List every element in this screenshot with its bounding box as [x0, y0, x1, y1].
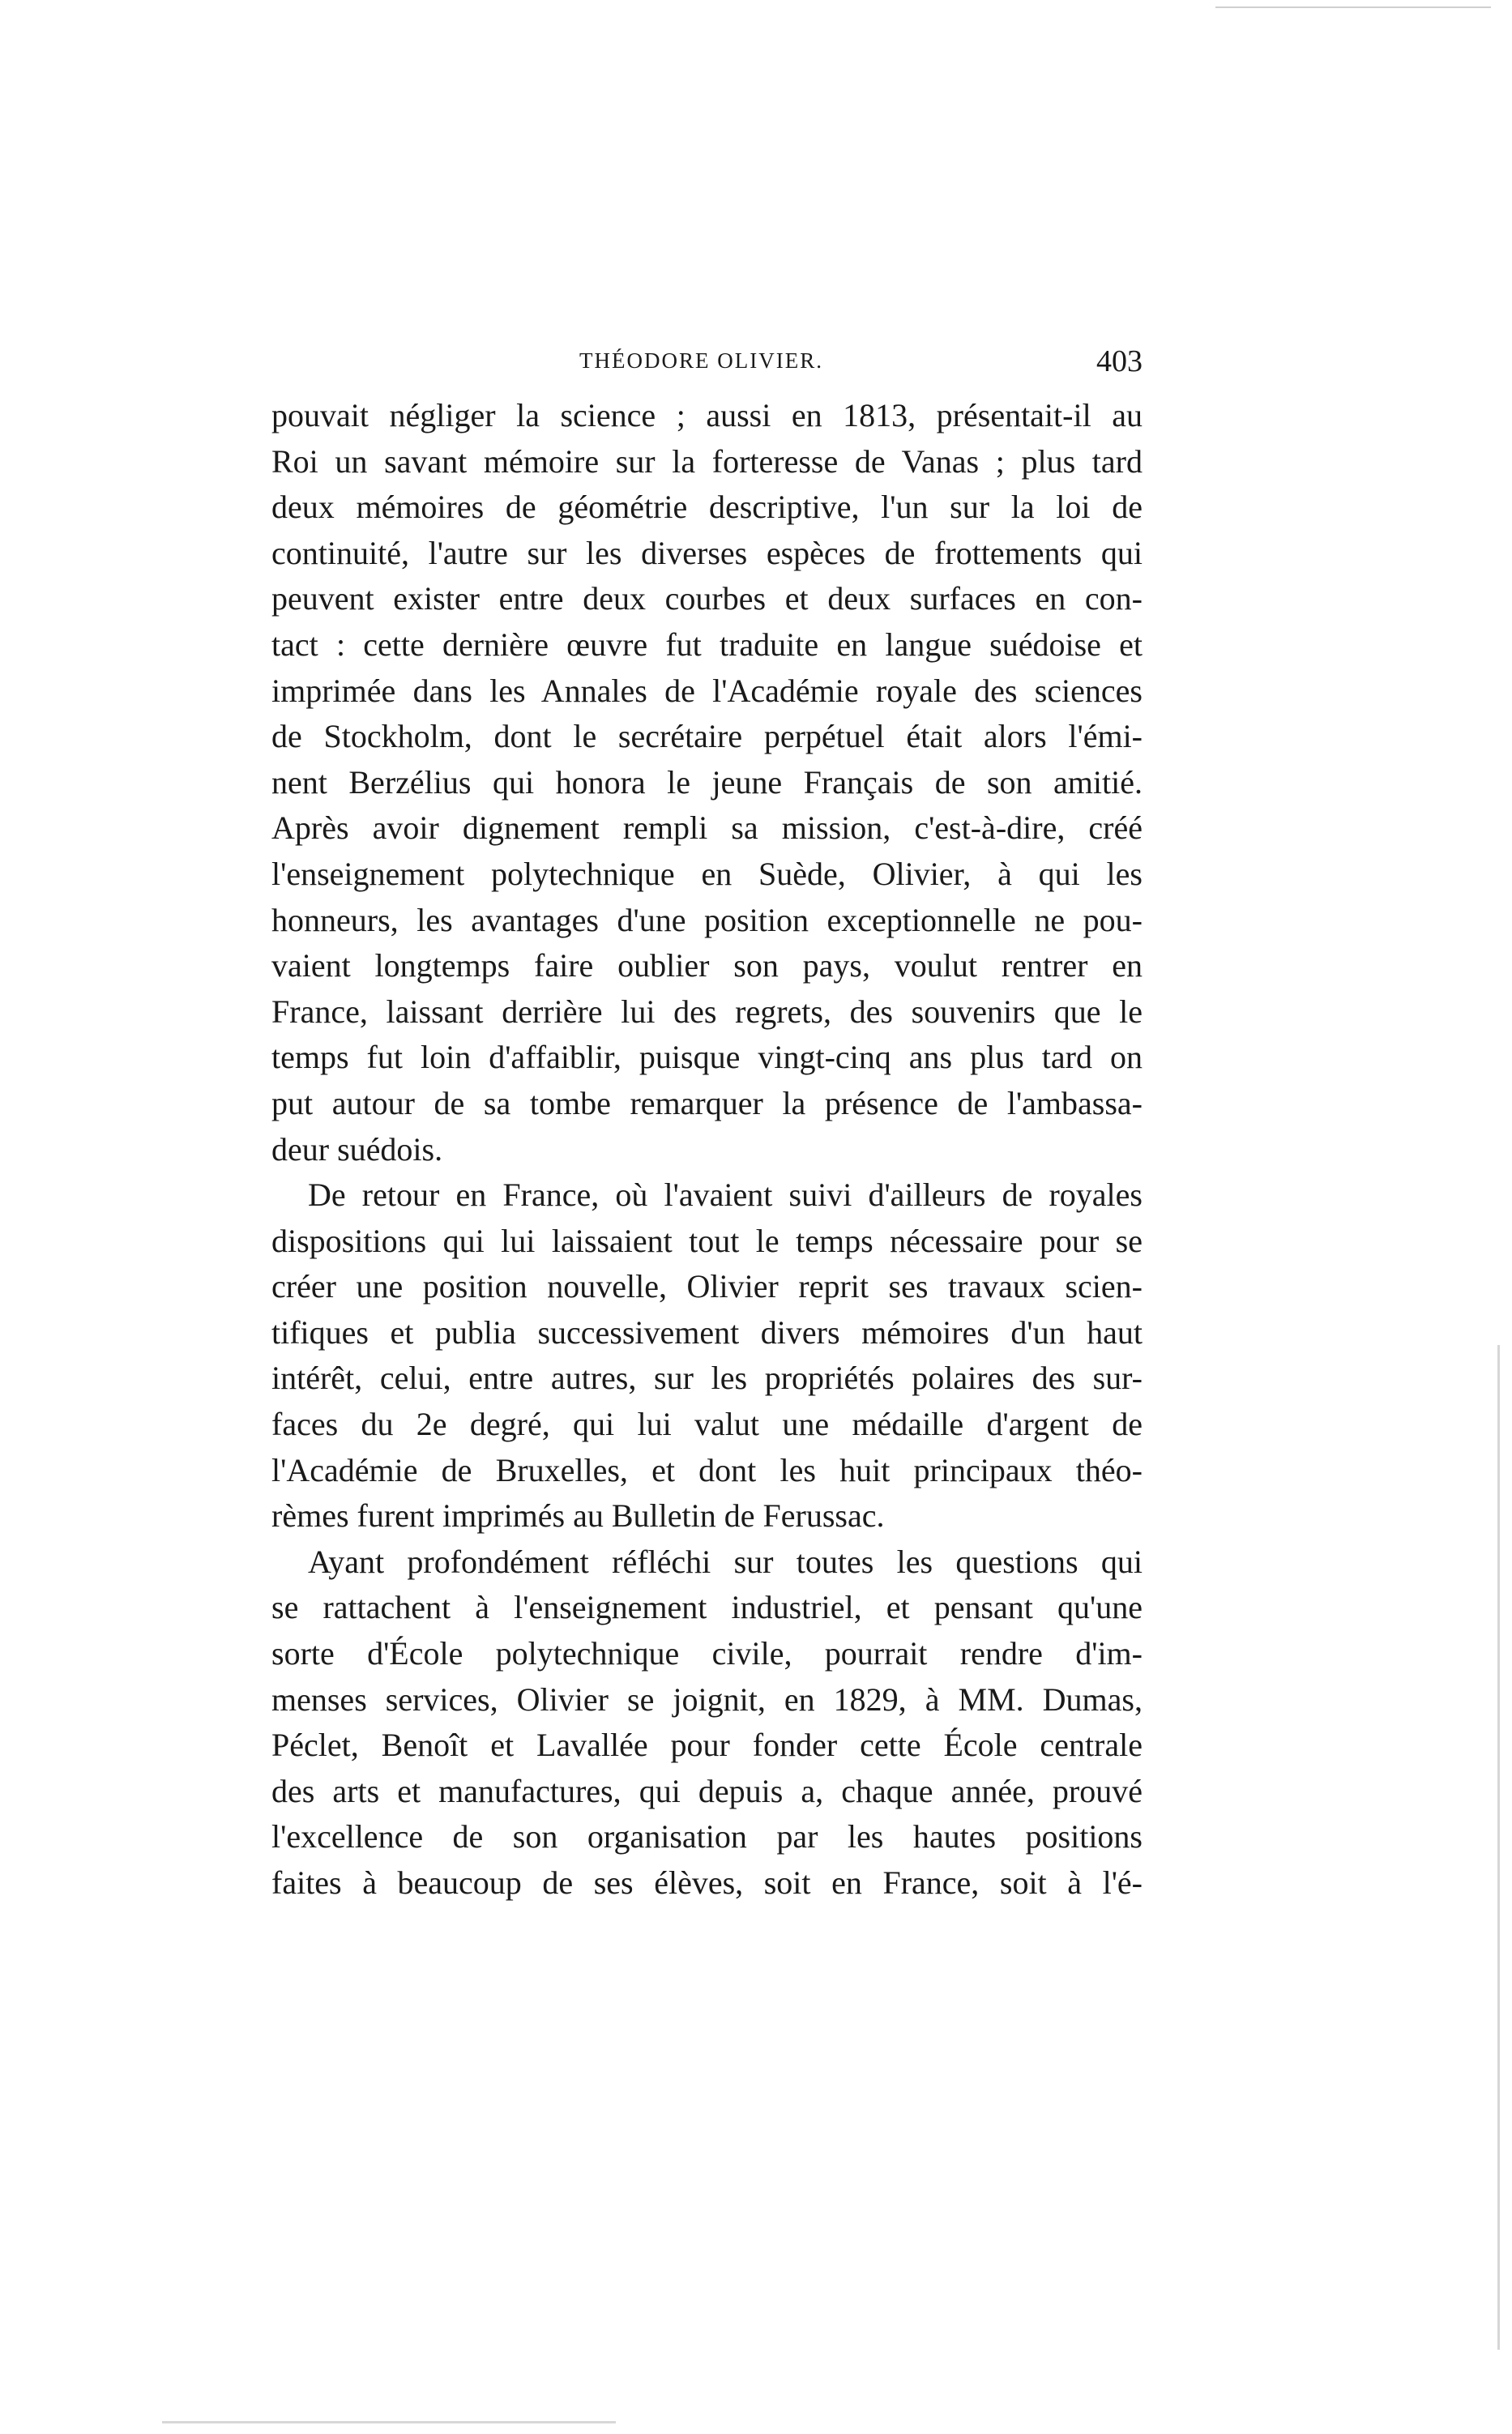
- text-line: honneurs, les avantages d'une position exceptionnelle ne pou-: [271, 901, 1143, 938]
- body-text: [271, 393, 1143, 1907]
- text-line: vaient longtemps faire oublier son pays, voulut rentrer en: [271, 947, 1143, 984]
- running-title: THÉODORE OLIVIER.: [579, 348, 823, 373]
- scan-artifact: [162, 2421, 616, 2423]
- text-line: continuité, l'autre sur les diverses espèces de frottements qui: [271, 534, 1143, 571]
- text-line: l'enseignement polytechnique en Suède, Olivier, à qui les: [271, 855, 1143, 892]
- text-line: sorte d'École polytechnique civile, pourrait rendre d'im-: [271, 1635, 1143, 1672]
- text-line: des arts et manufactures, qui depuis a, chaque année, prouvé: [271, 1772, 1143, 1809]
- text-line: faces du 2e degré, qui lui valut une médaille d'argent de: [271, 1406, 1143, 1443]
- text-line: tact : cette dernière œuvre fut traduite en langue suédoise et: [271, 626, 1143, 663]
- text-line: France, laissant derrière lui des regrets, des souvenirs que le: [271, 993, 1143, 1030]
- page-header: [271, 340, 1143, 389]
- scan-artifact: [1497, 1345, 1500, 2350]
- text-line: deux mémoires de géométrie descriptive, l'un sur la loi de: [271, 489, 1143, 526]
- text-line: De retour en France, où l'avaient suivi d'ailleurs de royales: [308, 1176, 1143, 1214]
- text-line: tifiques et publia successivement divers mémoires d'un haut: [271, 1313, 1143, 1351]
- text-line: Péclet, Benoît et Lavallée pour fonder cette École centrale: [271, 1727, 1143, 1764]
- text-line: rèmes furent imprimés au Bulletin de Ferussac.: [271, 1497, 885, 1535]
- text-line: intérêt, celui, entre autres, sur les propriétés polaires des sur-: [271, 1360, 1143, 1397]
- text-line: l'excellence de son organisation par les hautes positions: [271, 1818, 1143, 1855]
- text-line: dispositions qui lui laissaient tout le temps nécessaire pour se: [271, 1222, 1143, 1259]
- text-line: imprimée dans les Annales de l'Académie royale des sciences: [271, 672, 1143, 709]
- text-line: menses services, Olivier se joignit, en 1829, à MM. Dumas,: [271, 1680, 1143, 1718]
- text-line: se rattachent à l'enseignement industriel, et pensant qu'une: [271, 1589, 1143, 1626]
- text-line: Roi un savant mémoire sur la forteresse de Vanas ; plus tard: [271, 442, 1143, 480]
- text-line: put autour de sa tombe remarquer la présence de l'ambassa-: [271, 1084, 1143, 1121]
- text-line: peuvent exister entre deux courbes et deux surfaces en con-: [271, 580, 1143, 617]
- text-line: de Stockholm, dont le secrétaire perpétuel était alors l'émi-: [271, 718, 1143, 755]
- text-line: pouvait négliger la science ; aussi en 1813, présentait-il au: [271, 397, 1143, 433]
- text-line: faites à beaucoup de ses élèves, soit en France, soit à l'é-: [271, 1864, 1143, 1901]
- text-line: deur suédois.: [271, 1130, 443, 1168]
- scan-artifact: [1215, 6, 1491, 8]
- text-line: temps fut loin d'affaiblir, puisque vingt-cinq ans plus tard on: [271, 1039, 1143, 1076]
- text-line: nent Berzélius qui honora le jeune Français de son amitié.: [271, 763, 1143, 801]
- text-line: créer une position nouvelle, Olivier reprit ses travaux scien-: [271, 1268, 1143, 1305]
- page-number: 403: [1096, 344, 1143, 378]
- text-line: Ayant profondément réfléchi sur toutes les questions qui: [308, 1543, 1143, 1580]
- text-line: l'Académie de Bruxelles, et dont les huit principaux théo-: [271, 1451, 1143, 1488]
- text-line: Après avoir dignement rempli sa mission, c'est-à-dire, créé: [271, 809, 1143, 847]
